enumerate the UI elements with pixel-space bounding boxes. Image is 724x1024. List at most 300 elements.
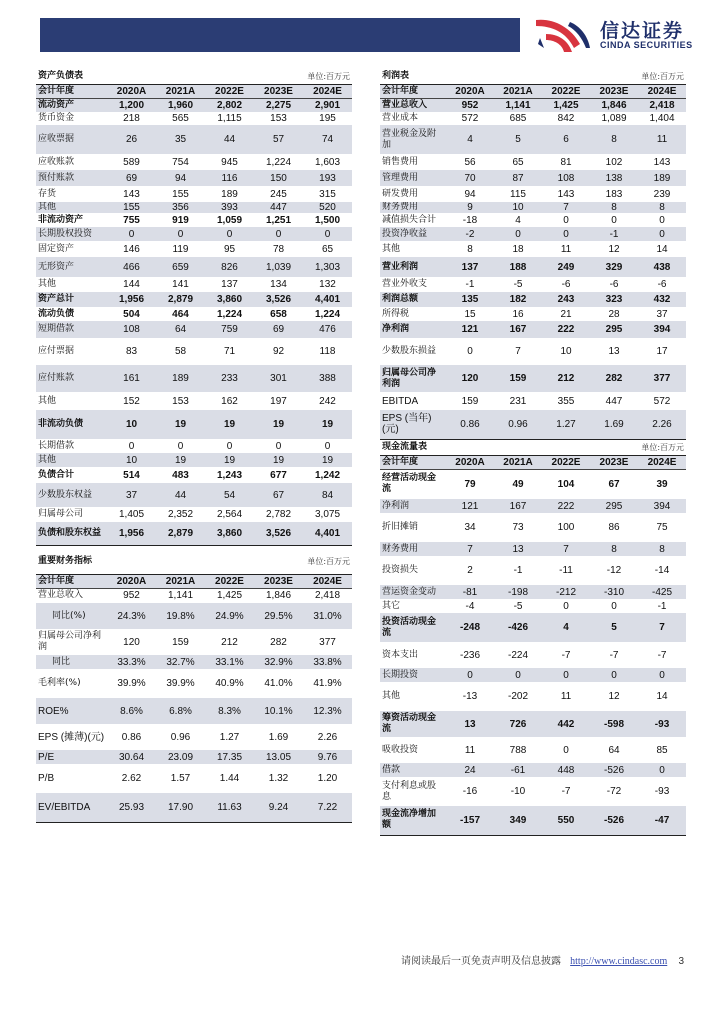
row-label: 负债合计 [38, 469, 75, 480]
table-unit: 单位:百万元 [494, 70, 686, 84]
cell-value: 11 [464, 744, 476, 756]
column-header-year: 2020A [107, 84, 156, 98]
table-row [36, 338, 352, 365]
table-row [36, 588, 352, 603]
cell-value: 183 [605, 188, 623, 200]
cell-value: 159 [494, 365, 542, 392]
table-row [36, 483, 352, 507]
table-row [36, 186, 352, 202]
cell-value: 9.24 [254, 793, 303, 822]
cell-value: 7 [515, 346, 521, 357]
cell-value: 295 [590, 499, 638, 513]
cell-value: 0.96 [170, 731, 191, 743]
table-row [36, 793, 352, 822]
cell-value: 1,425 [217, 590, 243, 602]
table-row [36, 629, 352, 655]
row-label: 其他 [38, 395, 57, 406]
cell-value: 755 [123, 214, 140, 226]
row-label: 财务费用 [380, 542, 446, 556]
cell-value: -236 [460, 649, 481, 661]
cell-value: 121 [446, 321, 494, 338]
header-banner [40, 18, 520, 52]
row-label: 应收票据 [36, 125, 107, 154]
cell-value: 152 [123, 395, 140, 407]
row-label: 预付账款 [36, 170, 107, 186]
cell-value: 514 [123, 469, 140, 481]
table-row [36, 522, 352, 545]
cell-value: 29.5% [254, 603, 303, 629]
column-header-year: 2021A [156, 574, 205, 588]
cell-value: -526 [590, 806, 638, 835]
row-label: 资产总计 [36, 292, 107, 307]
cell-value: -4 [465, 600, 475, 612]
cell-value: 143 [557, 188, 575, 200]
cell-value: 0 [563, 744, 569, 756]
cell-value: 159 [172, 636, 189, 648]
cell-value: 132 [319, 279, 336, 290]
row-label: 毛利率(%) [38, 678, 81, 688]
table-row [380, 737, 686, 763]
cell-value: 10 [107, 410, 156, 439]
cinda-logo-mark-icon [530, 14, 596, 54]
row-label: 归属母公司 [38, 509, 84, 519]
column-header-year: 2023E [590, 84, 638, 98]
cell-value: 67 [254, 483, 303, 507]
cell-value: 30.64 [107, 750, 156, 764]
cell-value: 0 [446, 668, 494, 682]
row-label: 销售费用 [382, 156, 419, 167]
table-row [380, 125, 686, 154]
cell-value: 17.90 [156, 793, 205, 822]
cell-value: 33.1% [205, 655, 254, 669]
row-label: 非流动负债 [36, 410, 107, 439]
cell-value: 54 [205, 483, 254, 507]
cell-value: 1.69 [590, 410, 638, 439]
cell-value: 4 [446, 125, 494, 154]
cell-value: 21 [560, 308, 572, 320]
cell-value: -6 [609, 279, 619, 290]
row-label: 无形资产 [36, 257, 107, 277]
cell-value: -598 [590, 711, 638, 737]
row-label: 筹资活动现金流 [380, 711, 446, 737]
table-row [380, 292, 686, 307]
cell-value: -7 [561, 649, 571, 661]
cell-value: -11 [559, 565, 573, 576]
cell-value: 73 [512, 522, 524, 533]
row-label: 其他 [36, 202, 107, 213]
cell-value: 57 [254, 125, 303, 154]
table-unit: 单位:百万元 [494, 441, 686, 455]
cell-value: 952 [446, 98, 494, 112]
cell-value: -526 [590, 763, 638, 777]
column-header-year: 2022E [205, 84, 254, 98]
table-row [36, 467, 352, 483]
cell-value: 134 [270, 279, 287, 290]
row-label: 其它 [382, 600, 401, 611]
cell-value: -1 [513, 565, 523, 576]
table-row [36, 170, 352, 186]
cell-value: 167 [494, 321, 542, 338]
cell-value: 84 [303, 483, 352, 507]
cell-value: 161 [107, 365, 156, 392]
cell-value: 1.20 [317, 773, 338, 784]
table-row [36, 112, 352, 125]
cell-value: 0 [659, 214, 665, 226]
cell-value: 58 [174, 346, 187, 357]
cell-value: 8 [590, 542, 638, 556]
cell-value: 11 [560, 243, 572, 255]
cell-value: 0.96 [494, 410, 542, 439]
cell-value: 7.22 [303, 793, 352, 822]
cell-value: 1,303 [303, 257, 352, 277]
cell-value: 28 [608, 308, 620, 320]
cell-value: 10 [494, 202, 542, 213]
table-row [380, 365, 686, 392]
row-label: 投资损失 [382, 565, 419, 575]
row-label: 固定资产 [38, 243, 75, 254]
cell-value: 754 [172, 156, 189, 168]
table-row [36, 655, 352, 669]
cell-value: 2.26 [638, 410, 686, 439]
table-row [380, 392, 686, 410]
cell-value: 19 [156, 453, 205, 467]
cell-value: 726 [494, 711, 542, 737]
cell-value: 7 [542, 542, 590, 556]
cell-value: 137 [446, 257, 494, 277]
cell-value: 7 [446, 542, 494, 556]
table-title: 重要财务指标 [36, 550, 156, 574]
cell-value: 19 [254, 410, 303, 439]
row-label: 其他 [382, 243, 401, 254]
row-label: 营业总收入 [380, 98, 446, 112]
cell-value: 182 [494, 292, 542, 307]
cell-value: 329 [590, 257, 638, 277]
cell-value: -5 [513, 600, 523, 612]
cell-value: 4,401 [303, 522, 352, 545]
cell-value: 24.3% [107, 603, 156, 629]
table-row [380, 98, 686, 112]
cell-value: 0.86 [121, 731, 142, 743]
cell-value: -7 [657, 649, 667, 661]
cell-value: 1.27 [542, 410, 590, 439]
cell-value: -14 [654, 565, 670, 576]
cell-value: 572 [461, 113, 479, 124]
cell-value: 952 [123, 590, 140, 602]
column-header-year: 2022E [205, 574, 254, 588]
cell-value: 119 [172, 243, 189, 255]
row-label: 其他 [382, 691, 401, 701]
cell-value: -7 [561, 786, 571, 797]
table-row [380, 338, 686, 365]
cell-value: -6 [657, 279, 667, 290]
cell-value: 67 [608, 478, 620, 490]
row-label: 同比(%) [36, 603, 107, 629]
table-row [36, 410, 352, 439]
cell-value: 677 [270, 469, 287, 481]
cell-value: 243 [542, 292, 590, 307]
cell-value: 108 [107, 321, 156, 338]
cell-value: 69 [107, 170, 156, 186]
cell-value: 10 [560, 346, 572, 357]
company-logo [530, 14, 700, 54]
cell-value: 2,418 [315, 590, 341, 602]
table-row [36, 321, 352, 338]
cell-value: 70 [446, 170, 494, 186]
cell-value: 242 [319, 395, 336, 407]
row-label: 短期借款 [36, 321, 107, 338]
cell-value: 100 [557, 522, 575, 533]
cell-value: 74 [303, 125, 352, 154]
table-row [380, 556, 686, 585]
cell-value: 315 [319, 188, 336, 200]
cell-value: 476 [303, 321, 352, 338]
table-row [380, 711, 686, 737]
cell-value: 0 [303, 227, 352, 241]
cell-value: 23.09 [156, 750, 205, 764]
cell-value: 8.3% [205, 698, 254, 724]
cell-value: 218 [123, 113, 140, 124]
cell-value: 153 [172, 395, 189, 407]
cell-value: 3,075 [315, 509, 341, 520]
cell-value: 759 [205, 321, 254, 338]
cell-value: 14 [656, 243, 668, 255]
cell-value: 0 [638, 668, 686, 682]
cell-value: -198 [494, 585, 542, 599]
cell-value: 301 [254, 365, 303, 392]
cell-value: 349 [494, 806, 542, 835]
cell-value: 7 [638, 613, 686, 642]
cell-value: 150 [254, 170, 303, 186]
cell-value: 1.57 [170, 773, 191, 784]
cell-value: 85 [656, 744, 668, 756]
website-link[interactable]: http://www.cindasc.com [570, 956, 668, 967]
cell-value: 1,059 [217, 214, 243, 226]
cell-value: -6 [561, 279, 571, 290]
cell-value: 118 [319, 346, 336, 357]
row-label: 折旧摊销 [382, 522, 419, 532]
cell-value: 589 [123, 156, 140, 168]
cell-value: 39.9% [166, 678, 195, 689]
column-header-label: 会计年度 [380, 455, 446, 469]
cell-value: 18 [512, 243, 524, 255]
cell-value: 394 [638, 321, 686, 338]
cell-value: 1,956 [107, 292, 156, 307]
row-label: 应付账款 [36, 365, 107, 392]
cell-value: 10 [107, 453, 156, 467]
table-row [380, 307, 686, 321]
table-row [380, 585, 686, 599]
disclaimer-note: 请阅读最后一页免责声明及信息披露 [400, 956, 561, 967]
cell-value: 1,251 [266, 214, 292, 226]
cell-value: 64 [608, 744, 620, 756]
cell-value: -47 [638, 806, 686, 835]
cell-value: 222 [542, 321, 590, 338]
cell-value: 685 [509, 113, 527, 124]
cell-value: 44 [205, 125, 254, 154]
cell-value: 0 [226, 440, 233, 452]
cell-value: 0 [494, 227, 542, 241]
cell-value: 8.6% [107, 698, 156, 724]
row-label: 支付利息或股息 [382, 780, 437, 802]
cell-value: 12 [608, 243, 620, 255]
cell-value: 222 [542, 499, 590, 513]
cell-value: -310 [590, 585, 638, 599]
cell-value: 9.76 [303, 750, 352, 764]
cell-value: 41.9% [313, 678, 342, 689]
table-row [36, 213, 352, 227]
cell-value: 2.26 [317, 731, 338, 743]
table-row [380, 499, 686, 513]
table-row [36, 307, 352, 321]
cell-value: 0 [590, 668, 638, 682]
cell-value: 15 [464, 308, 476, 320]
cell-value: 135 [446, 292, 494, 307]
cell-value: 231 [509, 395, 527, 407]
cell-value: 356 [156, 202, 205, 213]
table-title: 现金流量表 [380, 441, 494, 455]
cell-value: 1,846 [266, 590, 292, 602]
cell-value: -61 [494, 763, 542, 777]
cell-value: 32.9% [254, 655, 303, 669]
cell-value: 19 [254, 453, 303, 467]
cell-value: -212 [542, 585, 590, 599]
cell-value: 11.63 [205, 793, 254, 822]
cell-value: 233 [205, 365, 254, 392]
cell-value: 146 [123, 243, 140, 255]
cell-value: 0 [156, 227, 205, 241]
cell-value: 0 [611, 600, 617, 612]
table-row [36, 698, 352, 724]
cell-value: -1 [465, 279, 475, 290]
table-unit: 单位:百万元 [156, 550, 352, 574]
row-label: 投资净收益 [380, 227, 446, 241]
cell-value: -157 [446, 806, 494, 835]
cell-value: 40.9% [215, 678, 244, 689]
column-header-label: 会计年度 [380, 84, 446, 98]
cell-value: -1 [657, 600, 667, 612]
cell-value: 1.27 [219, 731, 240, 743]
cell-value: 483 [172, 469, 189, 481]
cell-value: -7 [609, 649, 619, 661]
cell-value: 945 [221, 156, 238, 168]
cell-value: 2,564 [217, 509, 243, 520]
cell-value: 13 [608, 346, 620, 357]
cell-value: 0.86 [446, 410, 494, 439]
table-row [36, 292, 352, 307]
column-header-year: 2021A [494, 84, 542, 98]
logo-english-text: CINDA SECURITIES [600, 40, 693, 50]
row-label: 归属母公司净利润 [38, 631, 102, 652]
cell-value: 1,224 [266, 156, 292, 168]
table-row [380, 154, 686, 170]
cell-value: 195 [319, 113, 336, 124]
cell-value: -13 [462, 691, 478, 702]
row-label: 应收账款 [38, 156, 75, 167]
table-row [36, 365, 352, 392]
cell-value: 1,141 [168, 590, 194, 602]
cell-value: 447 [254, 202, 303, 213]
cell-value: 115 [510, 188, 526, 200]
cell-value: 550 [542, 806, 590, 835]
cell-value: 1,242 [315, 469, 341, 481]
cell-value: 64 [156, 321, 205, 338]
cell-value: 12 [608, 691, 620, 702]
cell-value: 75 [656, 522, 668, 533]
cell-value: 1.44 [219, 773, 240, 784]
cell-value: 19 [303, 453, 352, 467]
table-row [36, 392, 352, 410]
row-label: 长期股权投资 [36, 227, 107, 241]
cell-value: 71 [223, 346, 236, 357]
table-row [36, 669, 352, 698]
column-header-year: 2023E [590, 455, 638, 469]
cell-value: 86 [608, 522, 620, 533]
cell-value: 572 [653, 395, 671, 407]
table-row [36, 202, 352, 213]
cell-value: 1,846 [590, 98, 638, 112]
cell-value: 520 [303, 202, 352, 213]
cell-value: 6.8% [156, 698, 205, 724]
cell-value: -202 [508, 691, 529, 702]
cell-value: 143 [123, 188, 140, 200]
cell-value: 0 [542, 668, 590, 682]
cell-value: 153 [270, 113, 287, 124]
row-label: 其他 [38, 279, 57, 289]
cell-value: 37 [656, 308, 668, 320]
cell-value: 120 [446, 365, 494, 392]
cell-value: 377 [638, 365, 686, 392]
row-label: 少数股东权益 [36, 483, 107, 507]
cell-value: 35 [156, 125, 205, 154]
cell-value: 19 [303, 410, 352, 439]
cell-value: 447 [605, 395, 623, 407]
column-header-year: 2020A [446, 455, 494, 469]
cell-value: -224 [508, 649, 529, 661]
table-row [36, 439, 352, 453]
column-header-year: 2022E [542, 84, 590, 98]
cell-value: 167 [494, 499, 542, 513]
row-label: 净利润 [380, 321, 446, 338]
column-header-label: 会计年度 [36, 84, 107, 98]
cell-value: -2 [446, 227, 494, 241]
table-row [36, 750, 352, 764]
row-label: 归属母公司净利润 [380, 365, 446, 392]
cell-value: 3,526 [254, 292, 303, 307]
cell-value: -426 [494, 613, 542, 642]
cell-value: 19 [156, 410, 205, 439]
cell-value: 212 [221, 636, 238, 648]
cell-value: 13 [494, 542, 542, 556]
cell-value: 94 [464, 188, 476, 200]
page-number: 3 [678, 956, 684, 967]
cell-value: 2,879 [156, 292, 205, 307]
cell-value: 0 [254, 227, 303, 241]
cell-value: 121 [446, 499, 494, 513]
table-row [380, 186, 686, 202]
cell-value: -5 [513, 279, 523, 290]
column-header-year: 2022E [542, 455, 590, 469]
row-label: 长期借款 [38, 440, 75, 451]
cell-value: 1,039 [254, 257, 303, 277]
cell-value: 10.1% [254, 698, 303, 724]
table-row [380, 241, 686, 257]
table-row [380, 542, 686, 556]
balance-sheet-table [36, 70, 352, 546]
table-row [380, 469, 686, 499]
cell-value: 138 [590, 170, 638, 186]
cell-value: 193 [303, 170, 352, 186]
cell-value: 44 [156, 483, 205, 507]
